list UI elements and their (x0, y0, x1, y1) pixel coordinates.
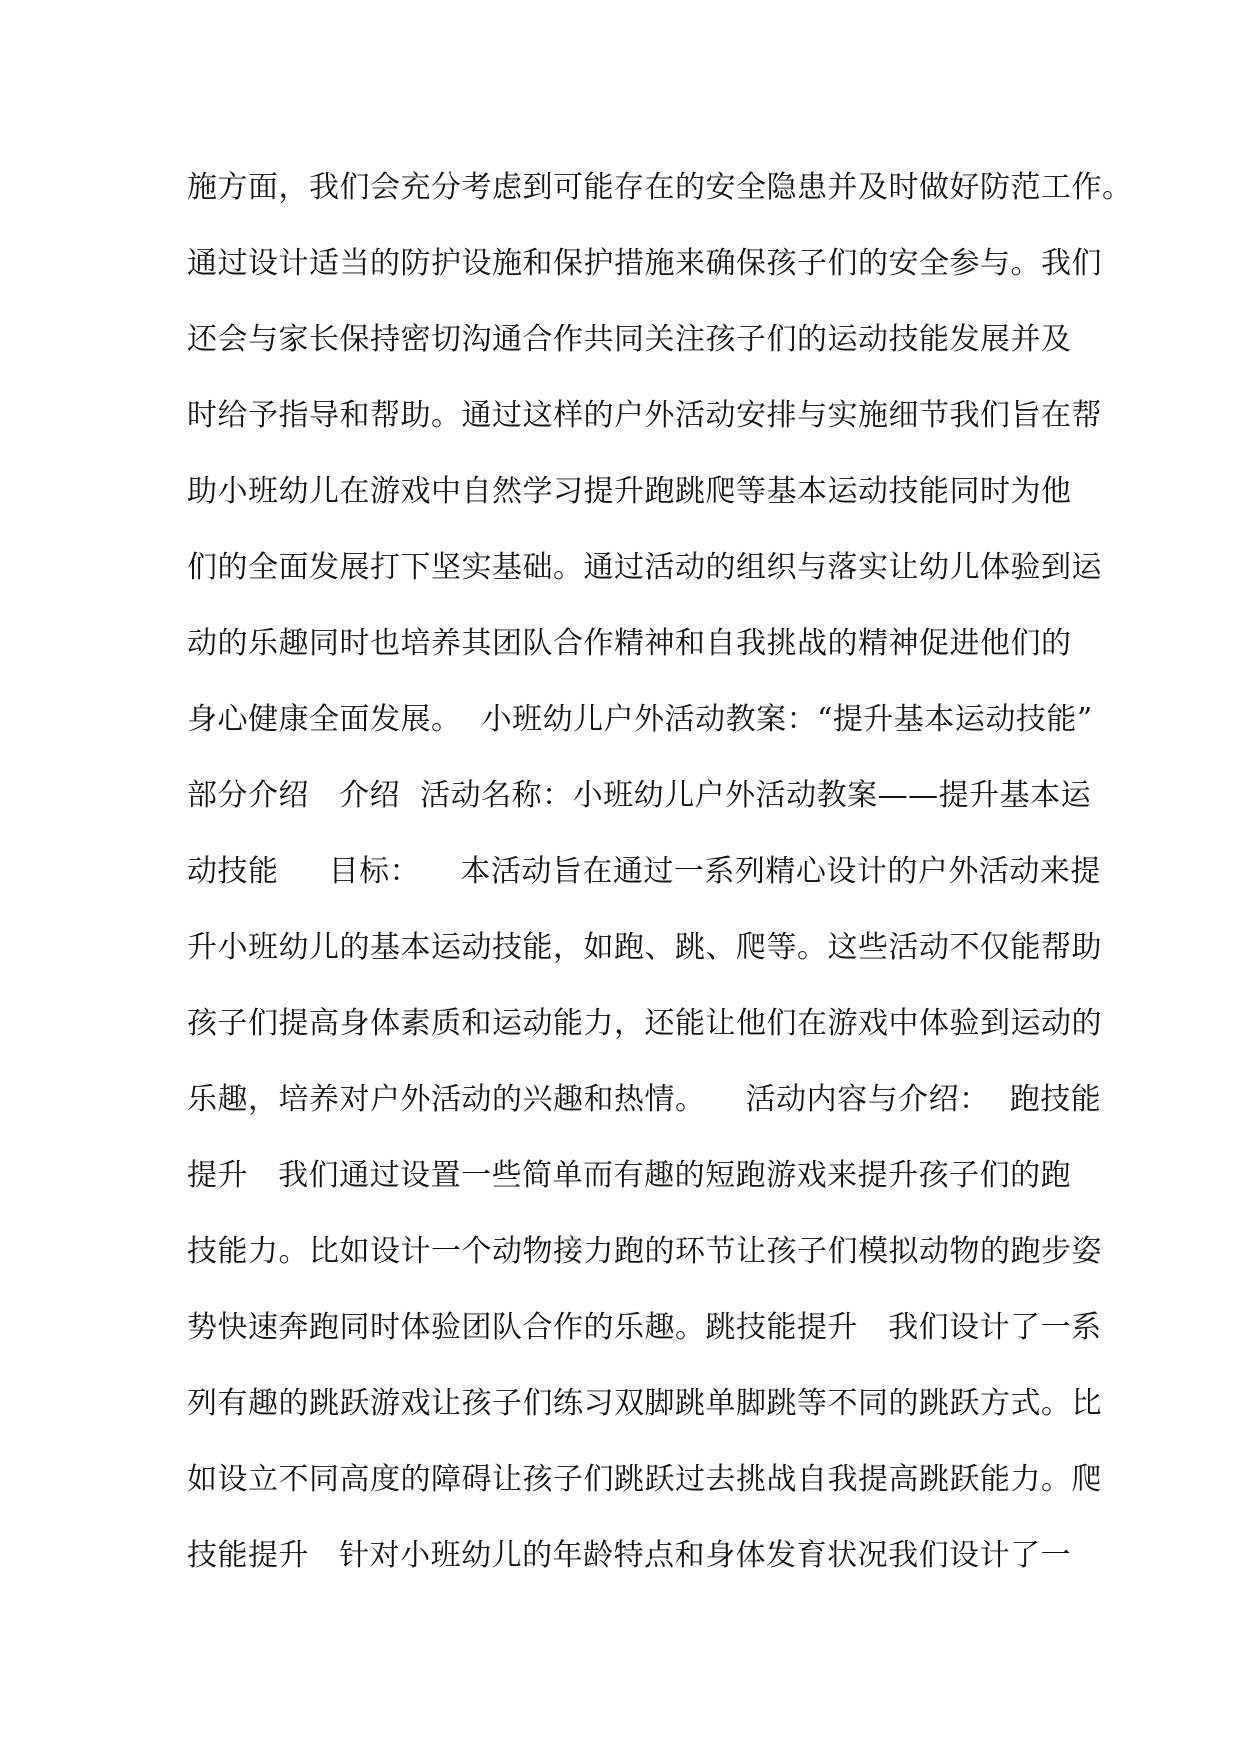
text-line: 动的乐趣同时也培养其团队合作精神和自我挑战的精神促进他们的 (187, 626, 1072, 661)
text-line: 列有趣的跳跃游戏让孩子们练习双脚跳单脚跳等不同的跳跃方式。比 (187, 1386, 1102, 1421)
text-line: 动技能 目标： 本活动旨在通过一系列精心设计的户外活动来提 (187, 854, 1101, 889)
document-body (187, 150, 1133, 1594)
text-line: 孩子们提高身体素质和运动能力，还能让他们在游戏中体验到运动的 (187, 1006, 1102, 1041)
text-line: 技能力。比如设计一个动物接力跑的环节让孩子们模拟动物的跑步姿 (187, 1234, 1102, 1269)
text-line: 通过设计适当的防护设施和保护措施来确保孩子们的安全参与。我们 (187, 246, 1102, 281)
text-line: 势快速奔跑同时体验团队合作的乐趣。跳技能提升 我们设计了一系 (187, 1310, 1102, 1345)
text-line: 技能提升 针对小班幼儿的年龄特点和身体发育状况我们设计了一 (187, 1538, 1072, 1573)
text-line: 还会与家长保持密切沟通合作共同关注孩子们的运动技能发展并及 (187, 322, 1072, 357)
text-line: 施方面，我们会充分考虑到可能存在的安全隐患并及时做好防范工作。 (187, 170, 1133, 205)
text-line: 如设立不同高度的障碍让孩子们跳跃过去挑战自我提高跳跃能力。爬 (187, 1462, 1102, 1497)
text-line: 们的全面发展打下坚实基础。通过活动的组织与落实让幼儿体验到运 (187, 550, 1102, 585)
text-line: 提升 我们通过设置一些简单而有趣的短跑游戏来提升孩子们的跑 (187, 1158, 1072, 1193)
text-line: 身心健康全面发展。 小班幼儿户外活动教案：“提升基本运动技能” (187, 702, 1093, 737)
text-line: 升小班幼儿的基本运动技能，如跑、跳、爬等。这些活动不仅能帮助 (187, 930, 1102, 965)
text-line: 乐趣，培养对户外活动的兴趣和热情。 活动内容与介绍： 跑技能 (187, 1082, 1102, 1117)
text-line: 时给予指导和帮助。通过这样的户外活动安排与实施细节我们旨在帮 (187, 398, 1102, 433)
text-line: 助小班幼儿在游戏中自然学习提升跑跳爬等基本运动技能同时为他 (187, 474, 1072, 509)
text-line: 部分介绍 介绍 活动名称：小班幼儿户外活动教案——提升基本运 (187, 778, 1092, 813)
